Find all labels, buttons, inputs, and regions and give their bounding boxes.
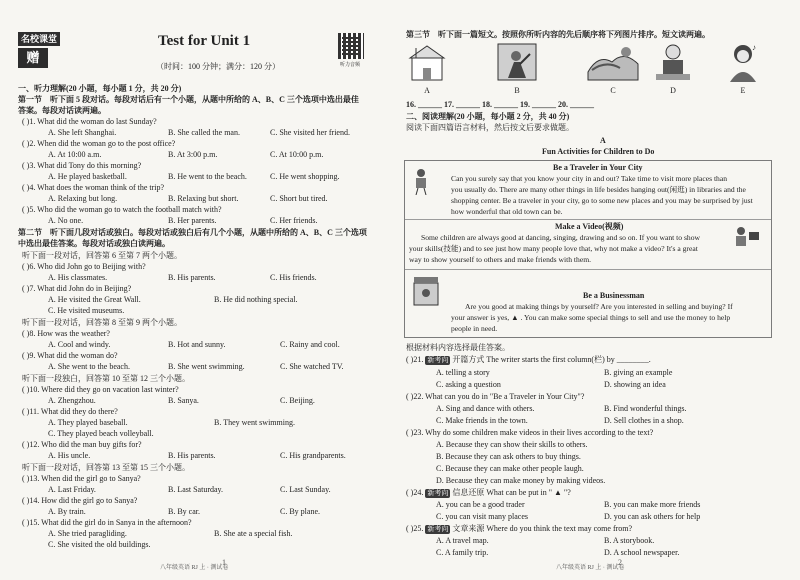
q13-opt-c[interactable]: C. Last Sunday. <box>280 485 331 494</box>
q5-opt-b[interactable]: B. Her parents. <box>168 216 217 225</box>
q24-text: What can be put in " ▲ "? <box>486 488 571 497</box>
q24-opt-a[interactable]: A. you can be a good trader <box>436 500 525 509</box>
q23-opt-d[interactable]: D. Because they can make money by making videos. <box>436 476 606 485</box>
section2-line3: way to show yourself to others and make friends with them. <box>409 255 592 264</box>
q10-opt-b[interactable]: B. Sanya. <box>168 396 199 405</box>
q23-opt-a[interactable]: A. Because they can show their skills to others. <box>436 440 588 449</box>
q12-opt-a[interactable]: A. His uncle. <box>48 451 91 460</box>
q21-opt-a[interactable]: A. telling a story <box>436 368 490 377</box>
q1-opt-c[interactable]: C. She visited her friend. <box>270 128 350 137</box>
q6-opt-c[interactable]: C. His friends. <box>270 273 317 282</box>
section3-title: Be a Businessman <box>583 291 645 300</box>
q24-opt-c[interactable]: C. you can visit many places <box>436 512 528 521</box>
q9-opt-a[interactable]: A. She went to the beach. <box>48 362 130 371</box>
q11-opt-a[interactable]: A. They played baseball. <box>48 418 128 427</box>
part2-heading: 二、阅读理解(20 小题，每小题 2 分，共 40 分) <box>406 112 570 121</box>
q5-opt-c[interactable]: C. Her friends. <box>270 216 318 225</box>
q21-number: ( )21. <box>406 355 424 364</box>
q2-opt-b[interactable]: B. At 3:00 p.m. <box>168 150 218 159</box>
q4-stem: ( )4. What does the woman think of the trip? <box>22 183 165 192</box>
q4-opt-c[interactable]: C. Short but tired. <box>270 194 328 203</box>
q25-opt-b[interactable]: B. A storybook. <box>604 536 655 545</box>
sec2-instr-1: 第二节 听下面几段对话或独白。每段对话或独白后有几个小题，从题中所给的 A、B、C 三个选项 <box>18 228 367 237</box>
q4-opt-b[interactable]: B. Relaxing but short. <box>168 194 239 203</box>
q7-opt-b[interactable]: B. He did nothing special. <box>214 295 298 304</box>
page-number-left: 1 <box>222 558 226 567</box>
traveler-icon <box>409 167 433 195</box>
q25-opt-c[interactable]: C. A family trip. <box>436 548 489 557</box>
footer-left: 八年级英语 RJ 上 · 测试卷 <box>160 565 229 571</box>
q25-tag2: 文章来源 <box>452 524 485 533</box>
section3-line3: people in need. <box>451 324 498 333</box>
listen-8-9: 听下面一段对话，回答第 8 至第 9 两个小题。 <box>22 318 182 327</box>
q24-opt-d[interactable]: D. you can ask others for help <box>604 512 701 521</box>
q10-opt-a[interactable]: A. Zhengzhou. <box>48 396 96 405</box>
q15-opt-c[interactable]: C. She visited the old buildings. <box>48 540 151 549</box>
q9-stem: ( )9. What did the woman do? <box>22 351 118 360</box>
section3-line1: Are you good at making things by yourself? Are you interested in selling and buying? If <box>465 302 733 311</box>
shop-icon <box>411 273 441 307</box>
q25-text: Where do you think the text may come from? <box>486 524 633 533</box>
section1-line1: Can you surely say that you know your city in and out? Take time to visit more places than <box>451 174 728 183</box>
logo-gift-text: 赠 <box>18 48 48 68</box>
q3-opt-a[interactable]: A. He played basketball. <box>48 172 127 181</box>
q15-opt-a[interactable]: A. She tried paragliding. <box>48 529 127 538</box>
q13-stem: ( )13. When did the girl go to Sanya? <box>22 474 141 483</box>
q11-stem: ( )11. What did they do there? <box>22 407 118 416</box>
q8-opt-c[interactable]: C. Rainy and cool. <box>280 340 340 349</box>
q1-stem: ( )1. What did the woman do last Sunday? <box>22 117 157 126</box>
q12-opt-c[interactable]: C. His grandparents. <box>280 451 346 460</box>
q2-opt-a[interactable]: A. At 10:00 a.m. <box>48 150 102 159</box>
q21-tag2: 开篇方式 <box>452 355 485 364</box>
sec1-instr-1: 第一节 听下面 5 段对话。每段对话后有一个小题，从题中所给的 A、B、C 三个选项中选出最佳 <box>18 95 359 104</box>
reading-instruction: 根据材料内容选择最佳答案。 <box>406 343 510 352</box>
q12-stem: ( )12. Who did the man buy gifts for? <box>22 440 142 449</box>
sec3-instr: 第三节 听下面一篇短文。按照你所听内容的先后顺序将下列图片排序。短文读两遍。 <box>406 30 710 39</box>
listen-13-15: 听下面一段对话，回答第 13 至第 15 三个小题。 <box>22 463 190 472</box>
q23-opt-c[interactable]: C. Because they can make other people laugh. <box>436 464 584 473</box>
picture-a-icon <box>406 40 448 84</box>
q6-stem: ( )6. Who did John go to Beijing with? <box>22 262 146 271</box>
q7-opt-a[interactable]: A. He visited the Great Wall. <box>48 295 141 304</box>
q1-opt-b[interactable]: B. She called the man. <box>168 128 240 137</box>
q7-opt-c[interactable]: C. He visited museums. <box>48 306 125 315</box>
q22-stem: ( )22. What can you do in "Be a Traveler in Your City"? <box>406 392 585 401</box>
q25-stem <box>406 524 632 534</box>
q8-stem: ( )8. How was the weather? <box>22 329 110 338</box>
q25-opt-a[interactable]: A. A travel map. <box>436 536 489 545</box>
q24-opt-b[interactable]: B. you can make more friends <box>604 500 701 509</box>
q21-text: The writer starts the first column(栏) by ________. <box>486 355 651 364</box>
section1-line2: you usually do. There are many other things in life besides hanging out(闲逛) in libraries and the <box>451 185 746 194</box>
q15-stem: ( )15. What did the girl do in Sanya in the afternoon? <box>22 518 192 527</box>
section3-line2: your answer is yes, ▲ . You can make some special things to sell and use the money to help <box>451 313 731 322</box>
page-title: Test for Unit 1 <box>158 33 251 49</box>
q25-number: ( )25. <box>406 524 424 533</box>
listen-10-12: 听下面一段独白，回答第 10 至第 12 三个小题。 <box>22 374 190 383</box>
q24-tag: 新考向 <box>427 489 449 497</box>
passage-box <box>404 160 772 338</box>
q11-opt-c[interactable]: C. They played beach volleyball. <box>48 429 154 438</box>
picture-a-label: A <box>424 86 430 95</box>
q24-tag2: 信息还原 <box>452 488 485 497</box>
q25-tag: 新考向 <box>427 525 449 533</box>
q3-stem: ( )3. What did Tony do this morning? <box>22 161 142 170</box>
q11-opt-b[interactable]: B. They went swimming. <box>214 418 295 427</box>
q7-stem: ( )7. What did John do in Beijing? <box>22 284 132 293</box>
q25-opt-d[interactable]: D. A school newspaper. <box>604 548 680 557</box>
q2-stem: ( )2. When did the woman go to the post office? <box>22 139 176 148</box>
q10-stem: ( )10. Where did they go on vacation last winter? <box>22 385 179 394</box>
q21-opt-b[interactable]: B. giving an example <box>604 368 673 377</box>
qr-code-icon <box>338 33 364 59</box>
test-meta: （时间：100 分钟；满分：120 分） <box>156 62 280 71</box>
svg-text:♪: ♪ <box>752 43 756 52</box>
q21-opt-c[interactable]: C. asking a question <box>436 380 501 389</box>
q8-opt-a[interactable]: A. Cool and windy. <box>48 340 111 349</box>
q21-stem <box>406 355 651 365</box>
answer-blanks[interactable]: 16. ______ 17. ______ 18. ______ 19. ______ 20. ______ <box>406 100 594 109</box>
section2-line1: Some children are always good at dancing, singing, drawing and so on. If you want to show <box>421 233 701 242</box>
part1-heading: 一、听力理解(20 小题，每小题 1 分，共 20 分) <box>18 84 182 93</box>
q14-opt-a[interactable]: A. By train. <box>48 507 86 516</box>
footer-right: 八年级英语 RJ 上 · 测试卷 <box>556 565 625 571</box>
section1-title: Be a Traveler in Your City <box>553 163 643 172</box>
q6-opt-a[interactable]: A. His classmates. <box>48 273 108 282</box>
picture-c-icon <box>586 40 640 84</box>
section2-title: Make a Video(视频) <box>555 222 624 231</box>
section1-line4: how wonderful that old town can be. <box>451 207 563 216</box>
q12-opt-b[interactable]: B. His parents. <box>168 451 216 460</box>
q3-opt-b[interactable]: B. He went to the beach. <box>168 172 247 181</box>
q21-tag: 新考向 <box>427 356 449 364</box>
q14-opt-b[interactable]: B. By car. <box>168 507 200 516</box>
q5-opt-a[interactable]: A. No one. <box>48 216 84 225</box>
video-icon <box>731 223 761 249</box>
picture-d-label: D <box>670 86 676 95</box>
sec1-instr-2: 答案。每段对话读两遍。 <box>18 106 106 115</box>
picture-b-icon <box>496 40 538 84</box>
page-number-right: 2 <box>618 558 622 567</box>
q22-opt-d[interactable]: D. Sell clothes in a shop. <box>604 416 684 425</box>
picture-e-icon <box>722 40 764 84</box>
q10-opt-c[interactable]: C. Beijing. <box>280 396 315 405</box>
q23-opt-b[interactable]: B. Because they can ask others to buy things. <box>436 452 581 461</box>
sec2-instr-2: 中选出最佳答案。每段对话或独白读两遍。 <box>18 239 170 248</box>
picture-d-icon <box>652 40 694 84</box>
listen-6-7: 听下面一段对话，回答第 6 至第 7 两个小题。 <box>22 251 182 260</box>
q3-opt-c[interactable]: C. He went shopping. <box>270 172 340 181</box>
q9-opt-c[interactable]: C. She watched TV. <box>280 362 344 371</box>
logo-top-text: 名校课堂 <box>18 32 60 46</box>
q13-opt-b[interactable]: B. Last Saturday. <box>168 485 224 494</box>
q24-number: ( )24. <box>406 488 424 497</box>
q15-opt-b[interactable]: B. She ate a special fish. <box>214 529 293 538</box>
q6-opt-b[interactable]: B. His parents. <box>168 273 216 282</box>
q4-opt-a[interactable]: A. Relaxing but long. <box>48 194 118 203</box>
q22-opt-a[interactable]: A. Sing and dance with others. <box>436 404 535 413</box>
q2-opt-c[interactable]: C. At 10:00 p.m. <box>270 150 324 159</box>
q23-stem: ( )23. Why do some children make videos in their lives according to the text? <box>406 428 654 437</box>
q22-opt-c[interactable]: C. Make friends in the town. <box>436 416 528 425</box>
part2-subheading: 阅读下面四篇语言材料，然后按文后要求做题。 <box>406 123 574 132</box>
passage-title: Fun Activities for Children to Do <box>542 147 655 156</box>
section2-line2: your skills(技能) and to see just how many people love that, why not make a video? It's a great <box>409 244 698 253</box>
q22-opt-b[interactable]: B. Find wonderful things. <box>604 404 687 413</box>
picture-e-label: E <box>740 86 746 95</box>
q21-opt-d[interactable]: D. showing an idea <box>604 380 666 389</box>
section1-line3: shopping center. Be a traveler in your city, go to some new places and you may be surprised by just <box>451 196 753 205</box>
q13-opt-a[interactable]: A. Last Friday. <box>48 485 96 494</box>
q8-opt-b[interactable]: B. Hot and sunny. <box>168 340 226 349</box>
q9-opt-b[interactable]: B. She went swimming. <box>168 362 245 371</box>
picture-b-label: B <box>514 86 520 95</box>
q5-stem: ( )5. Who did the woman go to watch the football match with? <box>22 205 222 214</box>
passage-letter: A <box>600 136 606 145</box>
qr-caption: 听力音频 <box>340 63 361 68</box>
q24-stem <box>406 488 571 498</box>
q1-opt-a[interactable]: A. She left Shanghai. <box>48 128 117 137</box>
q14-opt-c[interactable]: C. By plane. <box>280 507 320 516</box>
publisher-logo <box>18 32 60 72</box>
q14-stem: ( )14. How did the girl go to Sanya? <box>22 496 138 505</box>
picture-c-label: C <box>610 86 616 95</box>
